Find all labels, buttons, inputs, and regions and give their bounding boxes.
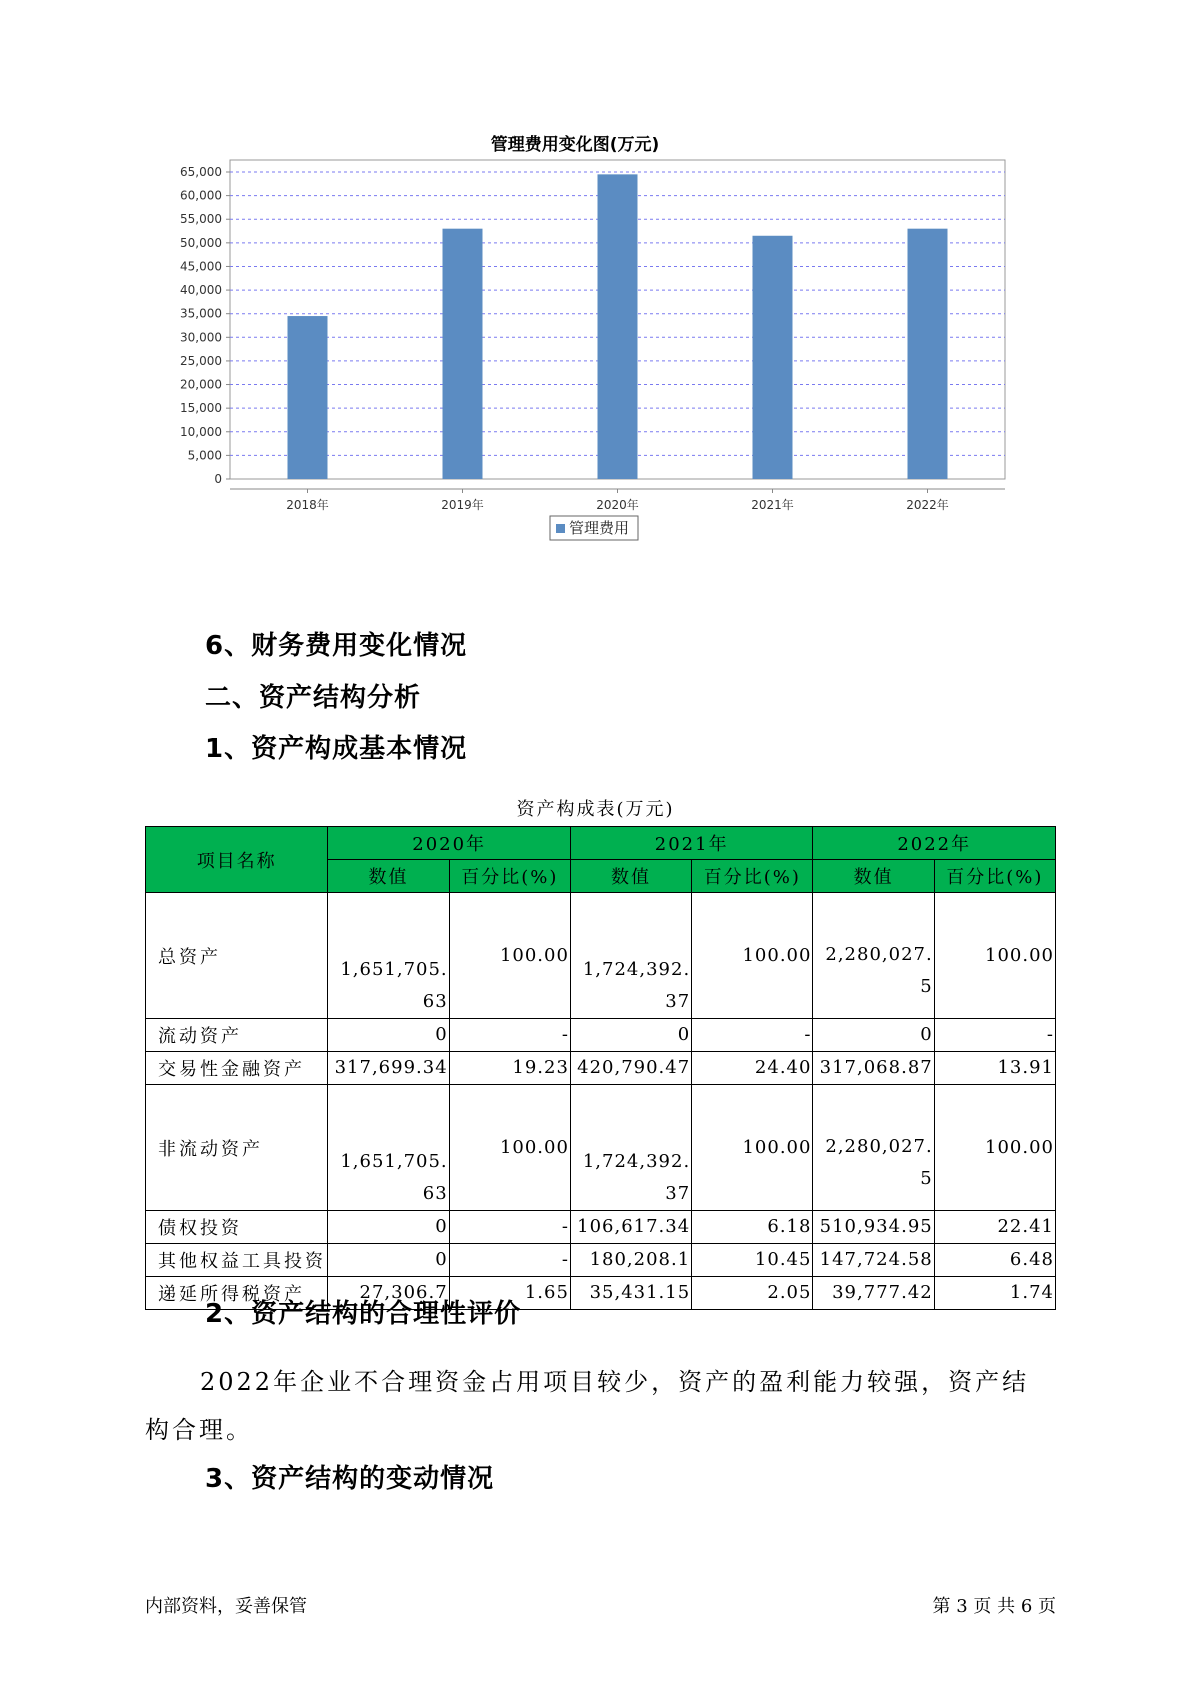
heading-finance-expense: 6、财务费用变化情况 xyxy=(205,631,468,661)
cell-value: 39,777.42 xyxy=(813,1277,934,1310)
y-tick-label: 5,000 xyxy=(187,448,222,463)
col-value: 数值 xyxy=(813,860,934,893)
cell-percent: 100.00 xyxy=(934,1085,1055,1211)
legend-swatch xyxy=(556,524,565,533)
row-name: 非流动资产 xyxy=(146,1085,328,1211)
col-value: 数值 xyxy=(570,860,691,893)
evaluation-paragraph: 2022年企业不合理资金占用项目较少，资产的盈利能力较强，资产结构合理。 xyxy=(145,1368,1030,1444)
cell-value: 106,617.34 xyxy=(570,1211,691,1244)
cell-value: 180,208.1 xyxy=(570,1244,691,1277)
y-tick-label: 0 xyxy=(214,472,222,486)
y-tick-label: 15,000 xyxy=(180,401,222,416)
footer-confidential: 内部资料，妥善保管 xyxy=(145,1596,307,1617)
footer-page-number: 第 3 页 共 6 页 xyxy=(932,1596,1056,1617)
cell-percent: 2.05 xyxy=(692,1277,813,1310)
y-tick-label: 65,000 xyxy=(180,165,222,179)
cell-percent: - xyxy=(692,1019,813,1052)
table-row xyxy=(146,1244,1056,1277)
legend-label: 管理费用 xyxy=(569,519,630,537)
cell-percent: 100.00 xyxy=(449,893,570,1019)
cell-percent: 6.18 xyxy=(692,1211,813,1244)
table-row xyxy=(146,1019,1056,1052)
y-tick-label: 45,000 xyxy=(180,259,222,274)
row-name: 递延所得税资产 xyxy=(146,1277,328,1310)
cell-percent: 13.91 xyxy=(934,1052,1055,1085)
cell-percent: - xyxy=(449,1211,570,1244)
bar xyxy=(443,229,483,479)
cell-percent: - xyxy=(449,1244,570,1277)
table-caption: 资产构成表(万元) xyxy=(516,799,675,820)
row-name: 交易性金融资产 xyxy=(146,1052,328,1085)
bar xyxy=(288,316,328,479)
cell-value: 2,280,027.5 xyxy=(813,893,934,1019)
table-row xyxy=(146,893,1056,1019)
cell-value: 35,431.15 xyxy=(570,1277,691,1310)
cell-value: 510,934.95 xyxy=(813,1211,934,1244)
col-year: 2020年 xyxy=(328,827,571,860)
cell-percent: 1.74 xyxy=(934,1277,1055,1310)
col-value: 数值 xyxy=(328,860,449,893)
cell-percent: 10.45 xyxy=(692,1244,813,1277)
cell-percent: 19.23 xyxy=(449,1052,570,1085)
cell-percent: - xyxy=(449,1019,570,1052)
col-percent: 百分比(%) xyxy=(449,860,570,893)
heading-asset-reasonableness: 2、资产结构的合理性评价 xyxy=(205,1299,522,1329)
chart-title: 管理费用变化图(万元) xyxy=(490,135,660,155)
x-tick-label: 2022年 xyxy=(906,498,949,512)
cell-value: 0 xyxy=(328,1019,449,1052)
col-item-name: 项目名称 xyxy=(146,827,328,893)
bar xyxy=(753,236,793,479)
y-tick-label: 50,000 xyxy=(180,235,222,250)
y-tick-label: 10,000 xyxy=(180,424,222,439)
cell-percent: 22.41 xyxy=(934,1211,1055,1244)
heading-asset-composition: 1、资产构成基本情况 xyxy=(205,734,468,764)
y-tick-label: 25,000 xyxy=(180,353,222,368)
cell-percent: 1.65 xyxy=(449,1277,570,1310)
y-tick-label: 35,000 xyxy=(180,306,222,321)
asset-composition-table xyxy=(145,826,1056,1310)
row-name: 总资产 xyxy=(146,893,328,1019)
cell-value: 1,651,705.63 xyxy=(328,1085,449,1211)
cell-value: 0 xyxy=(813,1019,934,1052)
x-tick-label: 2018年 xyxy=(286,498,329,512)
table-row xyxy=(146,1052,1056,1085)
row-name: 流动资产 xyxy=(146,1019,328,1052)
cell-percent: 24.40 xyxy=(692,1052,813,1085)
expense-chart xyxy=(160,130,1030,600)
cell-value: 27,306.7 xyxy=(328,1277,449,1310)
cell-percent: 100.00 xyxy=(692,893,813,1019)
cell-value: 0 xyxy=(328,1244,449,1277)
row-name: 其他权益工具投资 xyxy=(146,1244,328,1277)
cell-percent: 100.00 xyxy=(934,893,1055,1019)
cell-value: 0 xyxy=(570,1019,691,1052)
bar xyxy=(598,174,638,479)
col-year: 2021年 xyxy=(570,827,813,860)
cell-value: 420,790.47 xyxy=(570,1052,691,1085)
col-year: 2022年 xyxy=(813,827,1056,860)
cell-percent: 100.00 xyxy=(692,1085,813,1211)
cell-percent: - xyxy=(934,1019,1055,1052)
col-percent: 百分比(%) xyxy=(934,860,1055,893)
row-name: 债权投资 xyxy=(146,1211,328,1244)
cell-value: 1,724,392.37 xyxy=(570,1085,691,1211)
table-header-row xyxy=(146,827,1056,860)
cell-percent: 6.48 xyxy=(934,1244,1055,1277)
cell-value: 147,724.58 xyxy=(813,1244,934,1277)
y-tick-label: 60,000 xyxy=(180,188,222,203)
table-row xyxy=(146,1211,1056,1244)
cell-value: 317,699.34 xyxy=(328,1052,449,1085)
cell-value: 0 xyxy=(328,1211,449,1244)
table-row xyxy=(146,1085,1056,1211)
x-tick-label: 2021年 xyxy=(751,498,794,512)
cell-value: 317,068.87 xyxy=(813,1052,934,1085)
heading-asset-structure: 二、资产结构分析 xyxy=(205,683,422,713)
y-tick-label: 40,000 xyxy=(180,283,222,298)
y-tick-label: 55,000 xyxy=(180,212,222,227)
expense-bar-chart xyxy=(160,130,1030,600)
x-tick-label: 2019年 xyxy=(441,498,484,512)
y-tick-label: 20,000 xyxy=(180,377,222,392)
x-tick-label: 2020年 xyxy=(596,498,639,512)
cell-percent: 100.00 xyxy=(449,1085,570,1211)
cell-value: 1,651,705.63 xyxy=(328,893,449,1019)
y-tick-label: 30,000 xyxy=(180,330,222,345)
bar xyxy=(908,229,948,479)
cell-value: 1,724,392.37 xyxy=(570,893,691,1019)
heading-asset-change: 3、资产结构的变动情况 xyxy=(205,1464,495,1494)
cell-value: 2,280,027.5 xyxy=(813,1085,934,1211)
col-percent: 百分比(%) xyxy=(692,860,813,893)
